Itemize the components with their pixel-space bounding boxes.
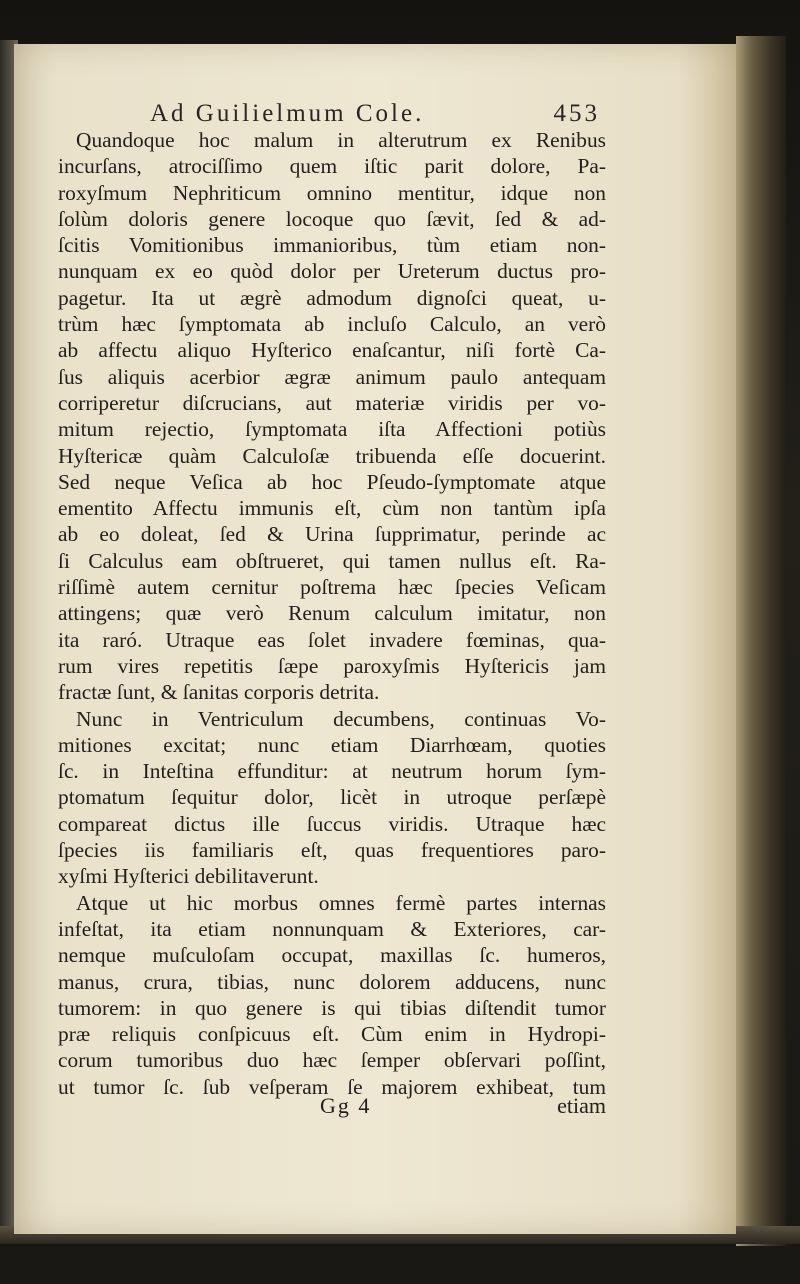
text-line: Nunc in Ventriculum decumbens, continuas Vo- bbox=[76, 706, 606, 731]
page-number: 453 bbox=[553, 100, 600, 127]
text-line: trùm hæc ſymptomata ab incluſo Calculo, an verò bbox=[58, 312, 606, 337]
text-line: Quandoque hoc malum in alterutrum ex Renibus bbox=[76, 128, 606, 152]
text-line: infeſtat, ita etiam nonnunquam & Exteriores, car- bbox=[58, 916, 606, 941]
page-footer bbox=[58, 1093, 606, 1123]
text-line: ut tumor ſc. ſub veſperam ſe majorem exhibeat, tum bbox=[58, 1074, 606, 1099]
text-line: ementito Affectu immunis eſt, cùm non tantùm ipſa bbox=[58, 496, 606, 521]
text-line: corum tumoribus duo hæc ſemper obſervari poſſint, bbox=[58, 1048, 606, 1073]
text-line: ita raró. Utraque eas ſolet invadere fœminas, qua- bbox=[58, 627, 606, 652]
catchword: etiam bbox=[557, 1093, 606, 1118]
text-line: pagetur. Ita ut ægrè admodum dignoſci queat, u- bbox=[58, 285, 606, 310]
text-line: mitum rejectio, ſymptomata iſta Affectioni potiùs bbox=[58, 417, 606, 442]
text-line: ptomatum ſequitur dolor, licèt in utroque perſæpè bbox=[58, 785, 606, 810]
text-line: Sed neque Veſica ab hoc Pſeudo-ſymptomate atque bbox=[58, 469, 606, 494]
page-edges bbox=[736, 36, 786, 1246]
text-line: incurſans, atrociſſimo quem iſtic parit dolore, Pa- bbox=[58, 154, 606, 179]
text-line: manus, crura, tibias, nunc dolorem adducens, nunc bbox=[58, 969, 606, 994]
text-line: riſſimè autem cernitur poſtrema hæc ſpecies Veſicam bbox=[58, 575, 606, 600]
text-line: ſc. in Inteſtina effunditur: at neutrum horum ſym- bbox=[58, 759, 606, 784]
text-line: roxyſmum Nephriticum omnino mentitur, idque non bbox=[58, 180, 606, 205]
signature-mark: Gg 4 bbox=[320, 1093, 372, 1118]
text-line: fractæ ſunt, & ſanitas corporis detrita. bbox=[58, 680, 380, 705]
text-line: mitiones excitat; nunc etiam Diarrhœam, quoties bbox=[58, 732, 606, 757]
text-line: nemque muſculoſam occupat, maxillas ſc. humeros, bbox=[58, 943, 606, 968]
text-line: compareat dictus ille ſuccus viridis. Utraque hæc bbox=[58, 811, 606, 836]
text-line: Atque ut hic morbus omnes fermè partes internas bbox=[76, 890, 606, 915]
text-line: ſpecies iis familiaris eſt, quas frequentiores paro- bbox=[58, 838, 606, 863]
text-line: Hyſtericæ quàm Calculoſæ tribuenda eſſe docuerint. bbox=[58, 443, 606, 468]
text-line: ſi Calculus eam obſtrueret, qui tamen nullus eſt. Ra- bbox=[58, 548, 606, 573]
body-text bbox=[58, 127, 606, 1100]
text-line: rum vires repetitis ſæpe paroxyſmis Hyſtericis jam bbox=[58, 653, 606, 678]
text-line: corriperetur diſcrucians, aut materiæ viridis per vo- bbox=[58, 390, 606, 415]
text-line: nunquam ex eo quòd dolor per Ureterum ductus pro- bbox=[58, 259, 606, 284]
text-line: ſus aliquis acerbior ægræ animum paulo antequam bbox=[58, 364, 606, 389]
text-line: xyſmi Hyſterici debilitaverunt. bbox=[58, 864, 319, 889]
text-line: attingens; quæ verò Renum calculum imitatur, non bbox=[58, 601, 606, 626]
text-line: ab affectu aliquo Hyſterico enaſcantur, niſi fortè Ca- bbox=[58, 338, 606, 363]
text-line: ſcitis Vomitionibus immanioribus, tùm etiam non- bbox=[58, 233, 606, 258]
text-line: ſolùm doloris genere locoque quo ſævit, ſed & ad- bbox=[58, 206, 606, 231]
text-line: præ reliquis conſpicuus eſt. Cùm enim in Hydropi- bbox=[58, 1022, 606, 1047]
running-head-title: Ad Guilielmum Cole. bbox=[150, 100, 425, 127]
text-line: tumorem: in quo genere is qui tibias diſtendit tumor bbox=[58, 995, 606, 1020]
text-line: ab eo doleat, ſed & Urina ſupprimatur, perinde ac bbox=[58, 522, 606, 547]
